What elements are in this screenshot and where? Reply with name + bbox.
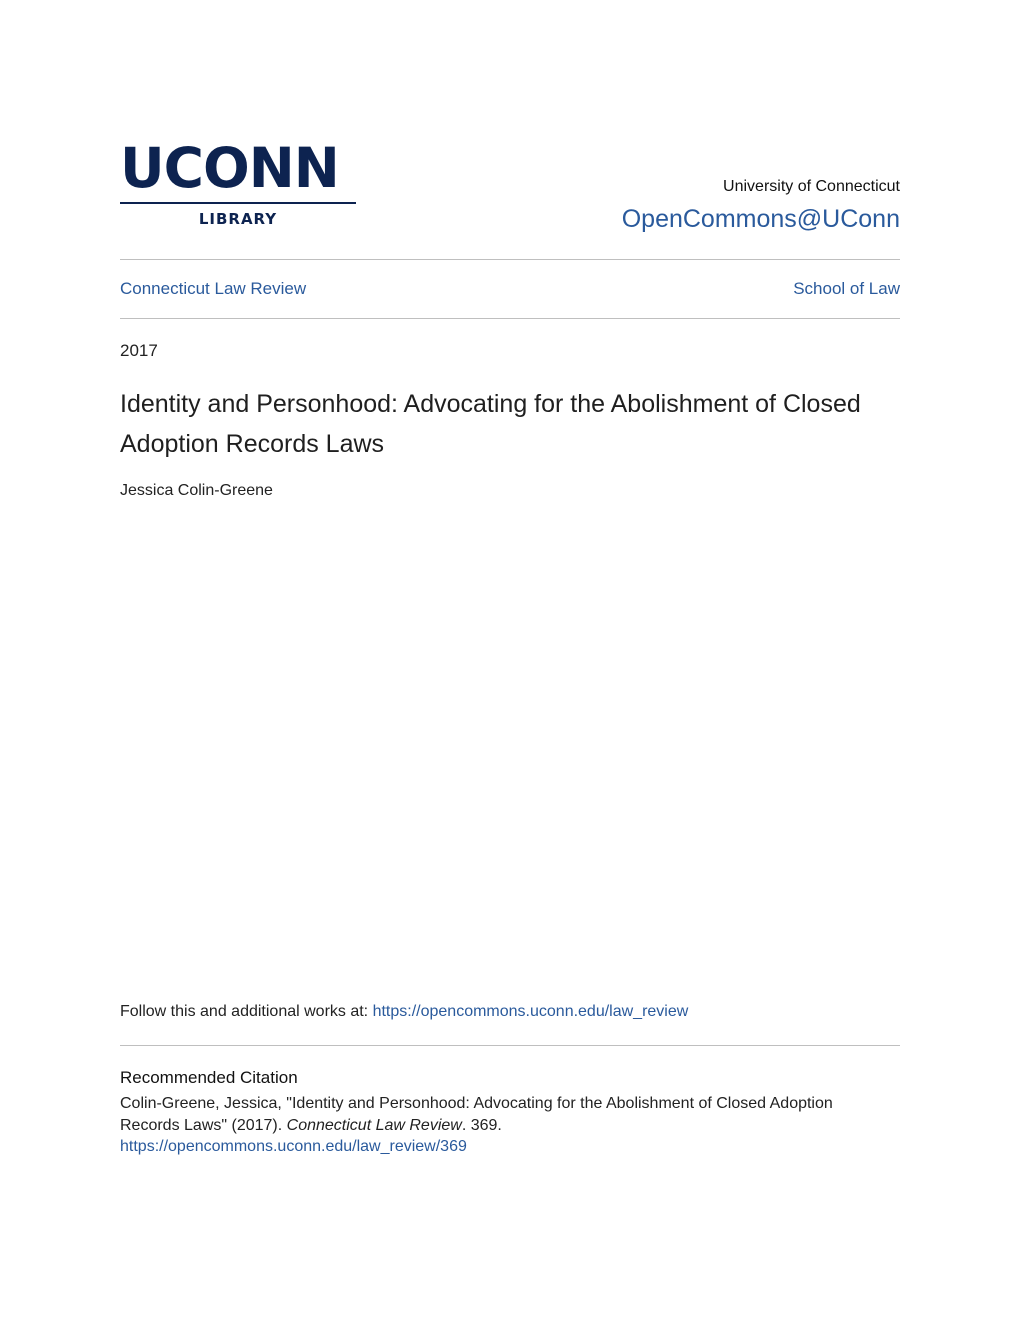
school-link[interactable]: School of Law (793, 279, 900, 298)
logo-wordmark: UCONN (120, 136, 339, 200)
divider-citation (120, 1045, 900, 1046)
citation-heading: Recommended Citation (120, 1068, 298, 1087)
citation-journal: Connecticut Law Review (286, 1117, 462, 1134)
logo-rule (120, 202, 356, 204)
citation-text-after: . 369. (461, 1117, 502, 1134)
institution-name: University of Connecticut (723, 178, 900, 195)
citation-text (120, 1093, 880, 1137)
repository-link[interactable]: OpenCommons@UConn (621, 205, 900, 233)
divider-nav (120, 318, 900, 319)
follow-label: Follow this and additional works at: (120, 1003, 373, 1020)
logo-subtitle: LIBRARY (198, 210, 278, 228)
citation-text-before: Colin-Greene, Jessica, "Identity and Personhood: Advocating for the Abolishment of Closed Adoption Records Laws" (2017). (120, 1095, 833, 1134)
citation-url-link[interactable]: https://opencommons.uconn.edu/law_review/369 (120, 1138, 467, 1155)
article-title: Identity and Personhood: Advocating for the Abolishment of Closed Adoption Records Laws (120, 390, 861, 458)
divider-top (120, 259, 900, 260)
follow-line (120, 1003, 688, 1021)
publication-year: 2017 (120, 341, 158, 360)
uconn-library-logo (120, 136, 356, 232)
follow-url-link[interactable]: https://opencommons.uconn.edu/law_review (372, 1003, 689, 1020)
article-author: Jessica Colin-Greene (120, 482, 273, 499)
journal-link[interactable]: Connecticut Law Review (120, 279, 307, 298)
